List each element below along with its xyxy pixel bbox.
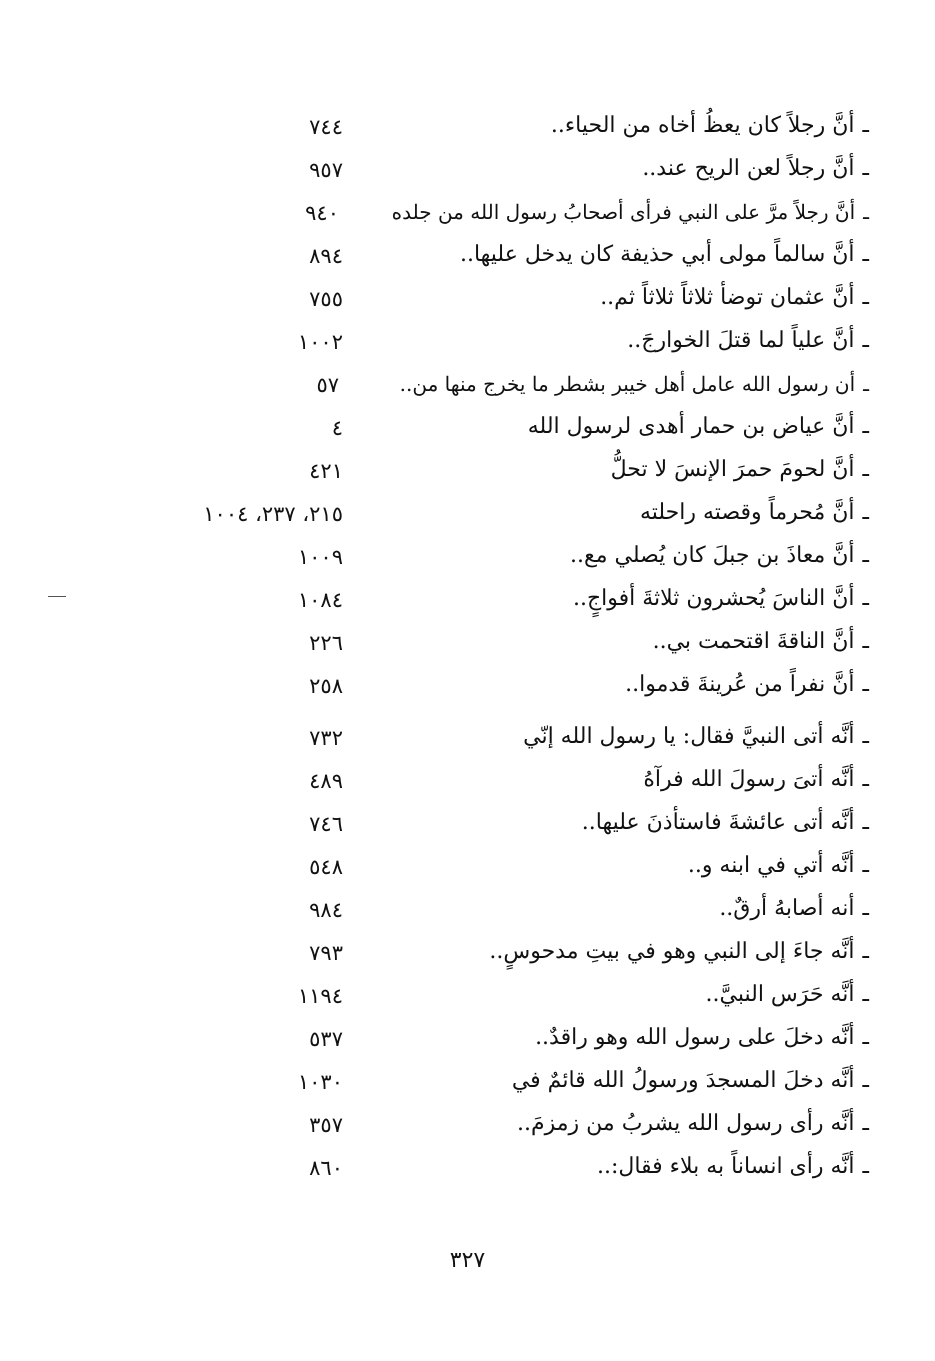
entry-dash: ـ (862, 1025, 869, 1050)
index-entry (0, 407, 935, 450)
hadith-phrase: أنَّه أتي في ابنه و.. (687, 853, 855, 878)
index-entry (0, 760, 935, 803)
index-entry (0, 579, 935, 622)
hadith-text (369, 1018, 869, 1058)
page-reference: ١٠٠٢ (297, 330, 343, 354)
page-reference: ١١٩٤ (297, 984, 343, 1008)
page-number: ٣٢٧ (449, 1248, 486, 1273)
entry-dash: ـ (862, 853, 869, 878)
page-reference: ٣٥٧ (309, 1113, 343, 1137)
index-entry (0, 1147, 935, 1190)
hadith-text (369, 450, 869, 490)
entry-dash: ـ (862, 586, 869, 611)
index-entry (0, 1061, 935, 1104)
entry-dash: ـ (862, 543, 869, 568)
index-entry (0, 803, 935, 846)
index-entry (0, 846, 935, 889)
hadith-phrase: أنَّه رأى رسول الله يشربُ من زمزمَ.. (517, 1111, 855, 1136)
entry-dash: ـ (862, 328, 869, 353)
hadith-phrase: أنَّ علياً لما قتلَ الخوارجَ.. (627, 328, 855, 353)
hadith-phrase: أنَّ لحومَ حمرَ الإنسَ لا تحلُّ (610, 457, 855, 482)
page-reference: ١٠٣٠ (297, 1070, 343, 1094)
index-entry (0, 192, 935, 235)
entry-dash: ـ (862, 500, 869, 525)
entry-dash: ـ (862, 457, 869, 482)
hadith-text (369, 278, 869, 318)
hadith-phrase: أنَّه دخلَ المسجدَ ورسولُ الله قائمٌ في (511, 1068, 855, 1093)
entry-dash: ـ (862, 767, 869, 792)
hadith-text (269, 192, 869, 232)
entry-dash: ـ (862, 156, 869, 181)
page-reference: ٨٦٠ (309, 1156, 343, 1180)
entry-dash: ـ (862, 414, 869, 439)
index-entry (0, 665, 935, 708)
entry-dash: ـ (862, 982, 869, 1007)
hadith-text (369, 407, 869, 447)
hadith-phrase: أنَّه جاءَ إلى النبي وهو في بيتِ مدحوسٍ.. (489, 939, 855, 964)
entry-dash: ـ (862, 629, 869, 654)
hadith-text (369, 1147, 869, 1187)
page-reference: ٧٣٢ (309, 726, 343, 750)
page-reference: ٤٢١ (309, 459, 343, 483)
hadith-text (369, 665, 869, 705)
entry-dash: ـ (862, 1068, 869, 1093)
hadith-text (369, 975, 869, 1015)
index-entry (0, 622, 935, 665)
hadith-text (369, 235, 869, 275)
index-entry (0, 321, 935, 364)
entry-dash: ـ (862, 285, 869, 310)
index-entry (0, 450, 935, 493)
hadith-text (369, 106, 869, 146)
page-reference: ٤٨٩ (309, 769, 343, 793)
page-reference: ٧٤٦ (309, 812, 343, 836)
hadith-phrase: أنَّ الناسَ يُحشرون ثلاثةَ أفواجٍ.. (572, 586, 855, 611)
hadith-phrase: أنَّ رجلاً لعن الريح عند.. (642, 156, 855, 181)
hadith-text (369, 717, 869, 757)
page-reference: ٧٤٤ (309, 115, 343, 139)
index-entry (0, 364, 935, 407)
page-reference: ٨٩٤ (309, 244, 343, 268)
margin-mark (48, 596, 66, 597)
index-entry (0, 1018, 935, 1061)
index-entry (0, 889, 935, 932)
hadith-text (369, 149, 869, 189)
hadith-phrase: أنَّه حَرَس النبيَّ.. (705, 982, 855, 1007)
page-reference: ٢٥٨ (309, 674, 343, 698)
hadith-phrase: أنَّ عثمان توضأ ثلاثاً ثلاثاً ثم.. (600, 285, 855, 310)
hadith-text (369, 846, 869, 886)
entry-dash: ـ (863, 200, 869, 224)
page-reference: ٢١٥، ٢٣٧، ١٠٠٤ (203, 502, 343, 526)
page-reference: ٥٣٧ (309, 1027, 343, 1051)
hadith-text (269, 364, 869, 404)
hadith-phrase: أنَّه أتىَ رسولَ الله فرآهُ (643, 767, 855, 792)
hadith-phrase: أنَّه أتى عائشةَ فاستأذنَ عليها.. (581, 810, 855, 835)
index-entry (0, 106, 935, 149)
hadith-phrase: أن رسول الله عامل أهل خيبر بشطر ما يخرج منها من.. (399, 372, 856, 396)
hadith-text (369, 1061, 869, 1101)
page-reference: ٧٥٥ (309, 287, 343, 311)
hadith-text (369, 579, 869, 619)
page-reference: ٧٩٣ (309, 941, 343, 965)
hadith-text (369, 932, 869, 972)
entry-dash: ـ (862, 113, 869, 138)
page-reference: ١٠٨٤ (297, 588, 343, 612)
hadith-phrase: أنَّ الناقةَ اقتحمت بي.. (652, 629, 855, 654)
page-reference: ٢٢٦ (309, 631, 343, 655)
index-entry (0, 493, 935, 536)
hadith-phrase: أنَّ رجلاً كان يعظُ أخاه من الحياء.. (550, 113, 855, 138)
page-reference: ٩٤٠ (305, 201, 339, 225)
entry-dash: ـ (862, 810, 869, 835)
page-reference: ٥٤٨ (309, 855, 343, 879)
index-entry (0, 149, 935, 192)
hadith-text (369, 760, 869, 800)
hadith-phrase: أنَّه أتى النبيَّ فقال: يا رسول الله إنّي (523, 724, 855, 749)
page-reference: ٩٨٤ (309, 898, 343, 922)
page-reference: ٥٧ (316, 373, 339, 397)
entry-dash: ـ (863, 372, 869, 396)
hadith-text (369, 493, 869, 533)
entry-dash: ـ (862, 672, 869, 697)
hadith-phrase: أنَّ رجلاً مرَّ على النبي فرأى أصحابُ رسول الله من جلده (391, 200, 856, 224)
index-entry (0, 235, 935, 278)
entry-dash: ـ (862, 242, 869, 267)
hadith-text (369, 622, 869, 662)
hadith-phrase: أنَّ نفراً من عُرينةَ قدموا.. (625, 672, 855, 697)
entry-dash: ـ (862, 896, 869, 921)
hadith-text (369, 321, 869, 361)
entry-dash: ـ (862, 1111, 869, 1136)
entry-dash: ـ (862, 939, 869, 964)
hadith-text (369, 803, 869, 843)
hadith-text (369, 536, 869, 576)
page-reference: ٩٥٧ (309, 158, 343, 182)
hadith-text (369, 889, 869, 929)
index-entry (0, 975, 935, 1018)
page-reference: ٤ (331, 416, 343, 440)
hadith-phrase: أنَّ سالماً مولى أبي حذيفة كان يدخل عليها.. (459, 242, 855, 267)
hadith-text (369, 1104, 869, 1144)
index-entry (0, 1104, 935, 1147)
index-entry (0, 278, 935, 321)
index-entry (0, 717, 935, 760)
entry-dash: ـ (862, 724, 869, 749)
hadith-phrase: أنه أصابهُ أرقٌ.. (719, 896, 855, 921)
hadith-phrase: أنَّه دخلَ على رسول الله وهو راقدٌ.. (535, 1025, 855, 1050)
hadith-phrase: أنَّ عياض بن حمار أهدى لرسول الله (527, 414, 855, 439)
hadith-phrase: أنَّه رأى انساناً به بلاء فقال:.. (596, 1154, 855, 1179)
page-reference: ١٠٠٩ (297, 545, 343, 569)
entry-dash: ـ (862, 1154, 869, 1179)
index-entry (0, 536, 935, 579)
index-entry (0, 932, 935, 975)
hadith-phrase: أنَّ مُحرماً وقصته راحلته (639, 500, 855, 525)
hadith-phrase: أنَّ معاذَ بن جبلَ كان يُصلي مع.. (570, 543, 855, 568)
